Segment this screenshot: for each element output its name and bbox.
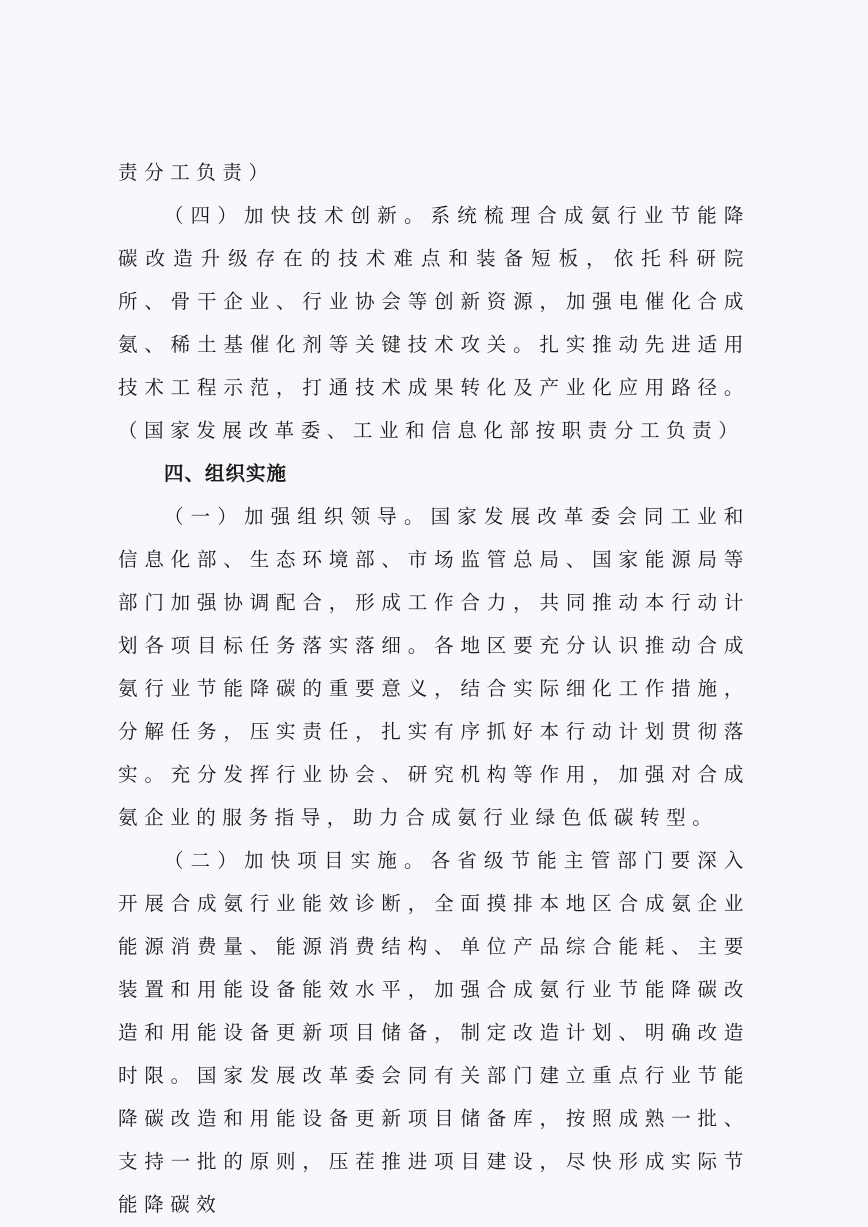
paragraph-text: 系统梳理合成氨行业节能降碳改造升级存在的技术难点和装备短板，依托科研院所、骨干企业、行业协会等创新资源，加强电催化合成氨、稀土基催化剂等关键技术攻关。扎实推动先进适用技术工程示范，打通技术成果转化及产业化应用路径。（国家发展改革委、工业和信息化部按职责分工负责）: [118, 204, 750, 442]
paragraph-text: 各省级节能主管部门要深入开展合成氨行业能效诊断，全面摸排本地区合成氨企业能源消费量、能源消费结构、单位产品综合能耗、主要装置和用能设备能效水平，加强合成氨行业节能降碳改造和用能设备更新项目储备，制定改造计划、明确改造时限。国家发展改革委会同有关部门建立重点行业节能降碳改造和用能设备更新项目储备库，按照成熟一批、支持一批的原则，压茬推进项目建设，尽快形成实际节能降碳效: [118, 849, 750, 1216]
paragraph-lead: （一）加强组织领导。: [164, 505, 431, 528]
paragraph-organization-leadership: [118, 495, 750, 839]
paragraph-lead: （四）加快技术创新。: [164, 204, 431, 227]
continuation-paragraph: [118, 151, 750, 194]
paragraph-lead: （二）加快项目实施。: [164, 849, 431, 872]
section-heading: 四、组织实施: [164, 462, 288, 485]
paragraph-text: 国家发展改革委会同工业和信息化部、生态环境部、市场监管总局、国家能源局等部门加强协调配合，形成工作合力，共同推动本行动计划各项目标任务落实落细。各地区要充分认识推动合成氨行业节能降碳的重要意义，结合实际细化工作措施，分解任务，压实责任，扎实有序抓好本行动计划贯彻落实。充分发挥行业协会、研究机构等作用，加强对合成氨企业的服务指导，助力合成氨行业绿色低碳转型。: [118, 505, 750, 829]
document-page: [118, 151, 750, 1226]
paragraph-project-implementation: [118, 839, 750, 1226]
paragraph-tech-innovation: [118, 194, 750, 452]
paragraph-text: 责分工负责）: [118, 161, 275, 184]
